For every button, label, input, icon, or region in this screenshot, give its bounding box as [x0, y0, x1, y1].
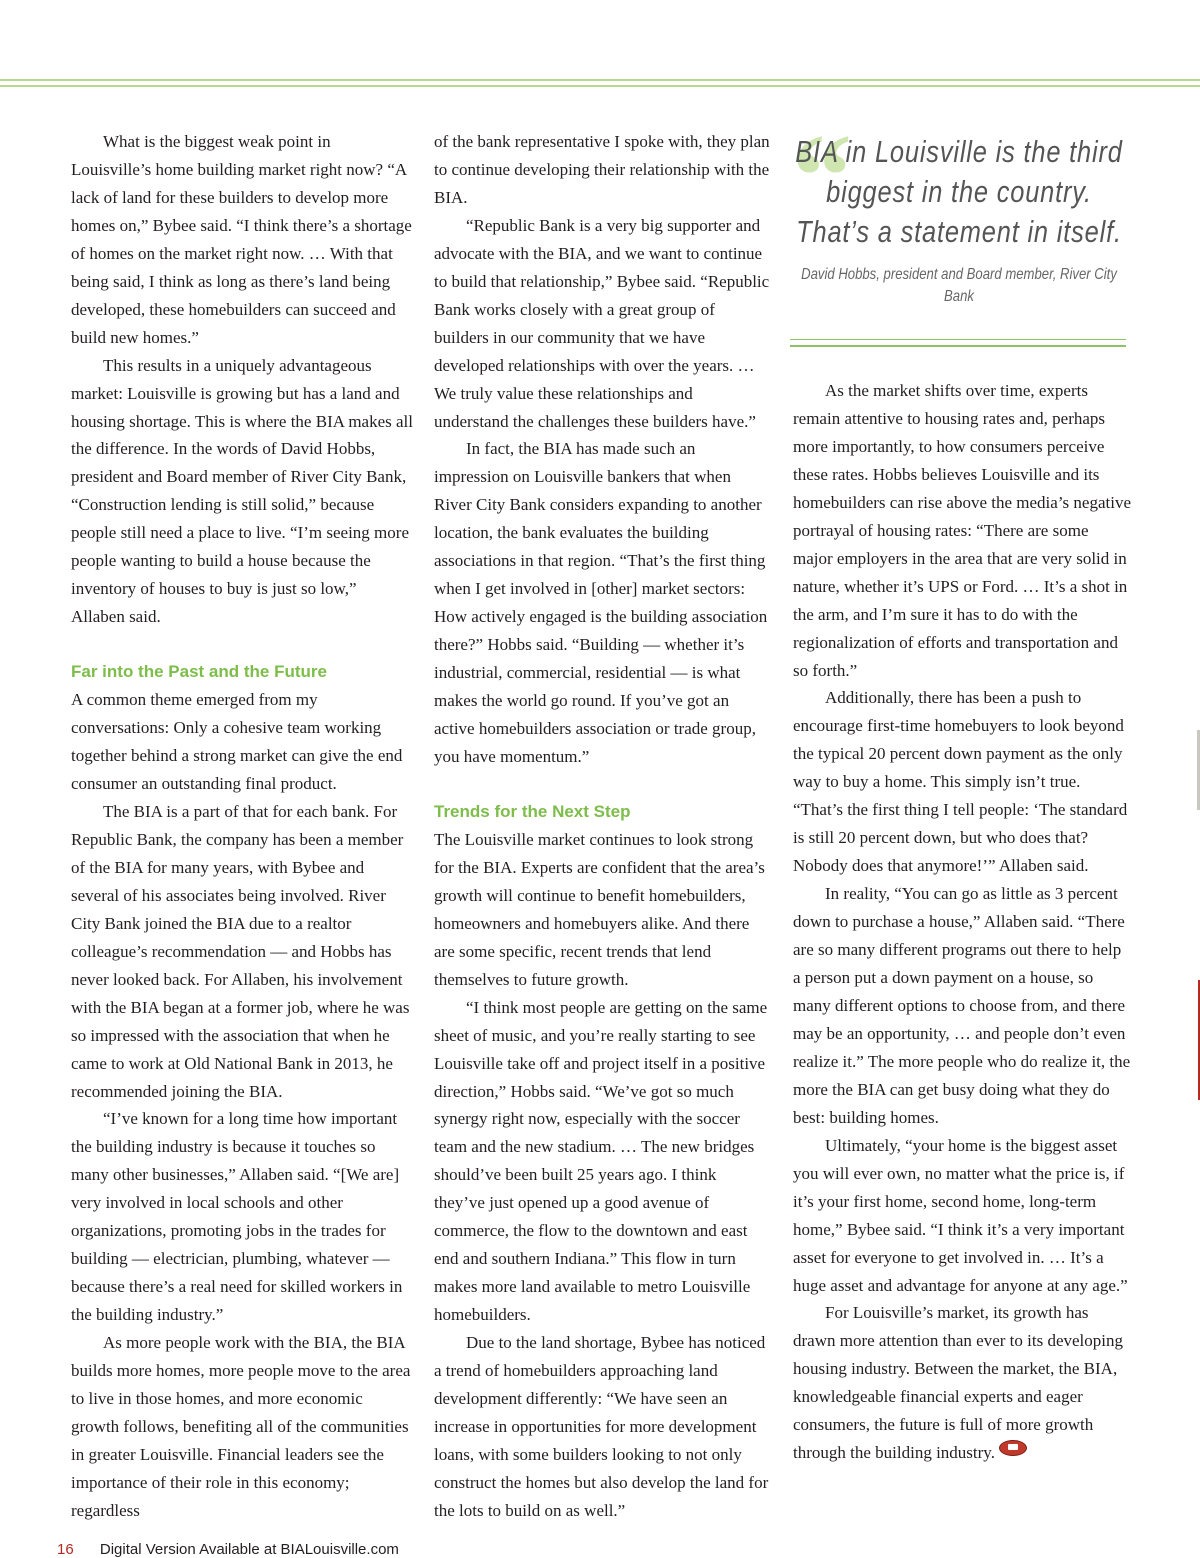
quote-mark-icon: “ — [792, 109, 852, 242]
paragraph-text: For Louisville’s market, its growth has drawn more attention than ever to its developing housing industry. Between the market, the BIA, knowledgeable financial experts and eager consumers, the future is full of more growth through the building industry. — [793, 1303, 1123, 1463]
paragraph: This results in a uniquely advantageous market: Louisville is growing but has a land and housing shortage. This is where the BIA makes all the difference. In the words of David Hobbs, president and Board member of River City Bank, “Construction lending is still solid,” because people still need a place to live. “I’m seeing more people wanting to build a house because the inventory of houses to buy is just so low,” Allaben said. — [71, 355, 413, 627]
paragraph: In reality, “You can go as little as 3 percent down to purchase a house,” Allaben said. “There are so many different programs out there to help a person put a down payment on a house, so many different options to choose from, and there may be an opportunity, … and people don’t even realize it.” The more people who do realize it, the more the BIA can get busy doing what they do best: building homes. — [793, 884, 1131, 1127]
page-footer — [57, 1541, 399, 1558]
paragraph: of the bank representative I spoke with, they plan to continue developing their relationship with the BIA. — [434, 132, 770, 207]
article-column-2 — [434, 128, 770, 1525]
header-rule-top — [0, 79, 1200, 81]
paragraph: What is the biggest weak point in Louisville’s home building market right now? “A lack of land for these builders to develop more homes on,” Bybee said. “I think there’s a shortage of homes on the market right now. … With that being said, I think as long as there’s land being developed, these homebuilders can succeed and build new homes.” — [71, 132, 412, 347]
pull-quote-text: BIA in Louisville is the third biggest in the country. That’s a statement in itself. — [795, 134, 1123, 249]
paragraph: As the market shifts over time, experts remain attentive to housing rates and, perhaps more importantly, to how consumers perceive these rates. Hobbs believes Louisville and its homebuilders can rise above the media’s negative portrayal of housing rates: “There are some major employers in the area that are very solid in nature, whether it’s UPS or Ford. … It’s a shot in the arm, and I’m sure it has to do with the regionalization of efforts and transportation and so forth.” — [793, 381, 1131, 680]
paragraph: The Louisville market continues to look strong for the BIA. Experts are confident that the area’s growth will continue to benefit homebuilders, homeowners and homebuyers alike. And there are some specific, recent trends that lend themselves to future growth. — [434, 829, 765, 989]
paragraph: “Republic Bank is a very big supporter and advocate with the BIA, and we want to continue to build that relationship,” Bybee said. “Republic Bank works closely with a great group of builders in our community that we have developed relationships with over the years. … We truly value these relationships and understand the challenges these builders have.” — [434, 215, 770, 431]
pull-quote — [790, 109, 1128, 308]
paragraph: “I think most people are getting on the same sheet of music, and you’re really starting to see Louisville take off and project itself in a positive direction,” Hobbs said. “We’ve got so much synergy right now, especially with the soccer team and the new stadium. … The new bridges should’ve been built 25 years ago. I think they’ve just opened up a good avenue of commerce, the flow to the downtown and east end and southern Indiana.” This flow in turn makes more land available to metro Louisville homebuilders. — [434, 997, 768, 1325]
pull-quote-rule — [790, 345, 1126, 347]
section-heading: Far into the Past and the Future — [71, 662, 327, 682]
pull-quote-rule — [790, 339, 1126, 340]
paragraph-final — [793, 1299, 1131, 1467]
paragraph: Due to the land shortage, Bybee has noticed a trend of homebuilders approaching land development differently: “We have seen an increase in opportunities for more development loans, with some builders looking to not only construct the homes but also develop the land for the lots to build on as well.” — [434, 1333, 769, 1520]
footer-text: Digital Version Available at BIALouisville.com — [99, 1541, 399, 1558]
paragraph: The BIA is a part of that for each bank. For Republic Bank, the company has been a member of the BIA for many years, with Bybee and several of his associates being involved. River City Bank joined the BIA due to a realtor colleague’s recommendation — and Hobbs has never looked back. For Allaben, his involvement with the BIA began at a former job, where he was so impressed with the association that when he came to work at Old National Bank in 2013, he recommended joining the BIA. — [71, 801, 410, 1101]
header-rule-bottom — [0, 85, 1200, 87]
paragraph: As more people work with the BIA, the BIA builds more homes, more people move to the area to live in those homes, and more economic growth follows, benefiting all of the communities in greater Louisville. Financial leaders see the importance of their role in this economy; regardless — [71, 1333, 411, 1520]
paragraph: Additionally, there has been a push to encourage first-time homebuyers to look beyond the typical 20 percent down payment as the only way to buy a home. This simply isn’t true. “That’s the first thing I tell people: ‘The standard is still 20 percent down, but who does that? Nobody does that anymore!’” Allaben said. — [793, 688, 1128, 876]
article-column-1 — [71, 128, 413, 1525]
paragraph: Ultimately, “your home is the biggest asset you will ever own, no matter what the price is, if it’s your first home, second home, long-term home,” Bybee said. “I think it’s a very important asset for everyone to get involved in. … It’s a huge asset and advantage for anyone at any age.” — [793, 1135, 1128, 1295]
article-column-3 — [793, 377, 1131, 1467]
section-heading: Trends for the Next Step — [434, 801, 631, 821]
paragraph: A common theme emerged from my conversations: Only a cohesive team working together behind a strong market can give the end consumer an outstanding final product. — [71, 690, 403, 794]
pull-quote-attribution: David Hobbs, president and Board member, River City Bank — [801, 266, 1117, 305]
bia-logo-end-icon — [999, 1440, 1027, 1456]
paragraph: In fact, the BIA has made such an impression on Louisville bankers that when River City Bank considers expanding to another location, the bank evaluates the building associations in that region. “That’s the first thing when I get involved in [other] market sectors: How actively engaged is the building association there?” Hobbs said. “Building — whether it’s industrial, commercial, residential — is what makes the world go round. If you’ve got an active homebuilders association or trade group, you have momentum.” — [434, 439, 768, 766]
paragraph: “I’ve known for a long time how important the building industry is because it touches so many other businesses,” Allaben said. “[We are] very involved in local schools and other organizations, promoting jobs in the trades for building — electrician, plumbing, whatever — because there’s a real need for skilled workers in the building industry.” — [71, 1109, 403, 1325]
page-number: 16 — [57, 1541, 74, 1558]
